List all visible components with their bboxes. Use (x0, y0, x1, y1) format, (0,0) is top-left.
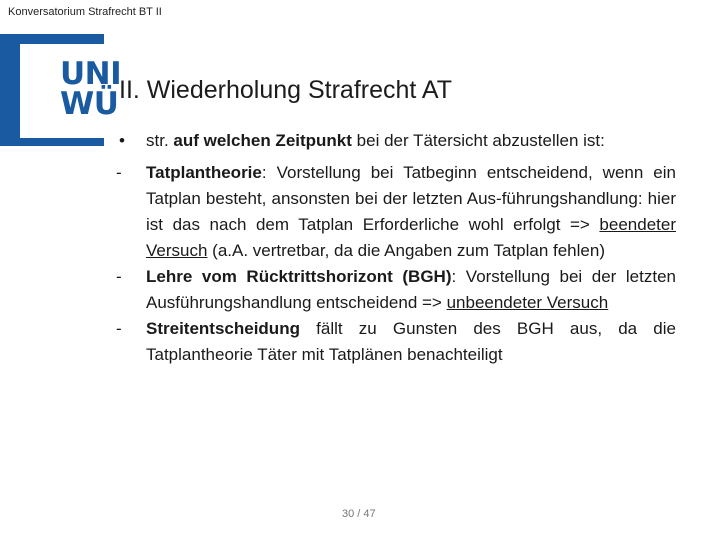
item-term: Lehre vom Rücktrittshorizont (BGH) (146, 267, 452, 286)
item-conclusion: beendeter Versuch (146, 215, 676, 260)
logo-line-2: WÜ (60, 86, 119, 122)
logo-wordmark (60, 56, 122, 122)
list-item-ruecktrittshorizont (116, 264, 676, 316)
slide-content (116, 128, 676, 368)
bullet-marker: • (119, 131, 125, 150)
item-term: Streitentscheidung (146, 319, 300, 338)
list-item-tatplantheorie (116, 160, 676, 264)
dash-marker: - (116, 267, 122, 286)
bullet-rest: bei der Tätersicht abzustellen ist: (351, 131, 605, 150)
logo-line-1: UNI (60, 56, 122, 92)
item-text: : Vorstellung bei Tatbeginn entscheidend, wenn ein Tatplan besteht, ansonsten bei der letzten Aus-führungshandlung: hier ist das nach dem Tatplan Erforderliche wohl erfolgt => (146, 163, 676, 234)
item-term: Tatplantheorie (146, 163, 262, 182)
dash-marker: - (116, 163, 122, 182)
course-header: Konversatorium Strafrecht BT II (8, 6, 162, 18)
page-number: 30 / 47 (342, 508, 376, 520)
item-text: : Vorstellung bei der letzten Ausführungshandlung entscheidend => (146, 267, 676, 312)
item-text: fällt zu Gunsten des BGH aus, da die Tatplantheorie Täter mit Tatplänen benachteiligt (146, 319, 676, 364)
item-conclusion: unbeendeter Versuch (446, 293, 609, 312)
bullet-bold: auf welchen Zeitpunkt (173, 131, 352, 150)
dash-marker: - (116, 319, 122, 338)
item-text-tail: (a.A. vertretbar, da die Angaben zum Tatplan fehlen) (207, 241, 605, 260)
main-bullet (116, 128, 676, 154)
bullet-lead: str. (146, 131, 174, 150)
slide-title: II. Wiederholung Strafrecht AT (119, 76, 453, 104)
list-item-streitentscheidung (116, 316, 676, 368)
